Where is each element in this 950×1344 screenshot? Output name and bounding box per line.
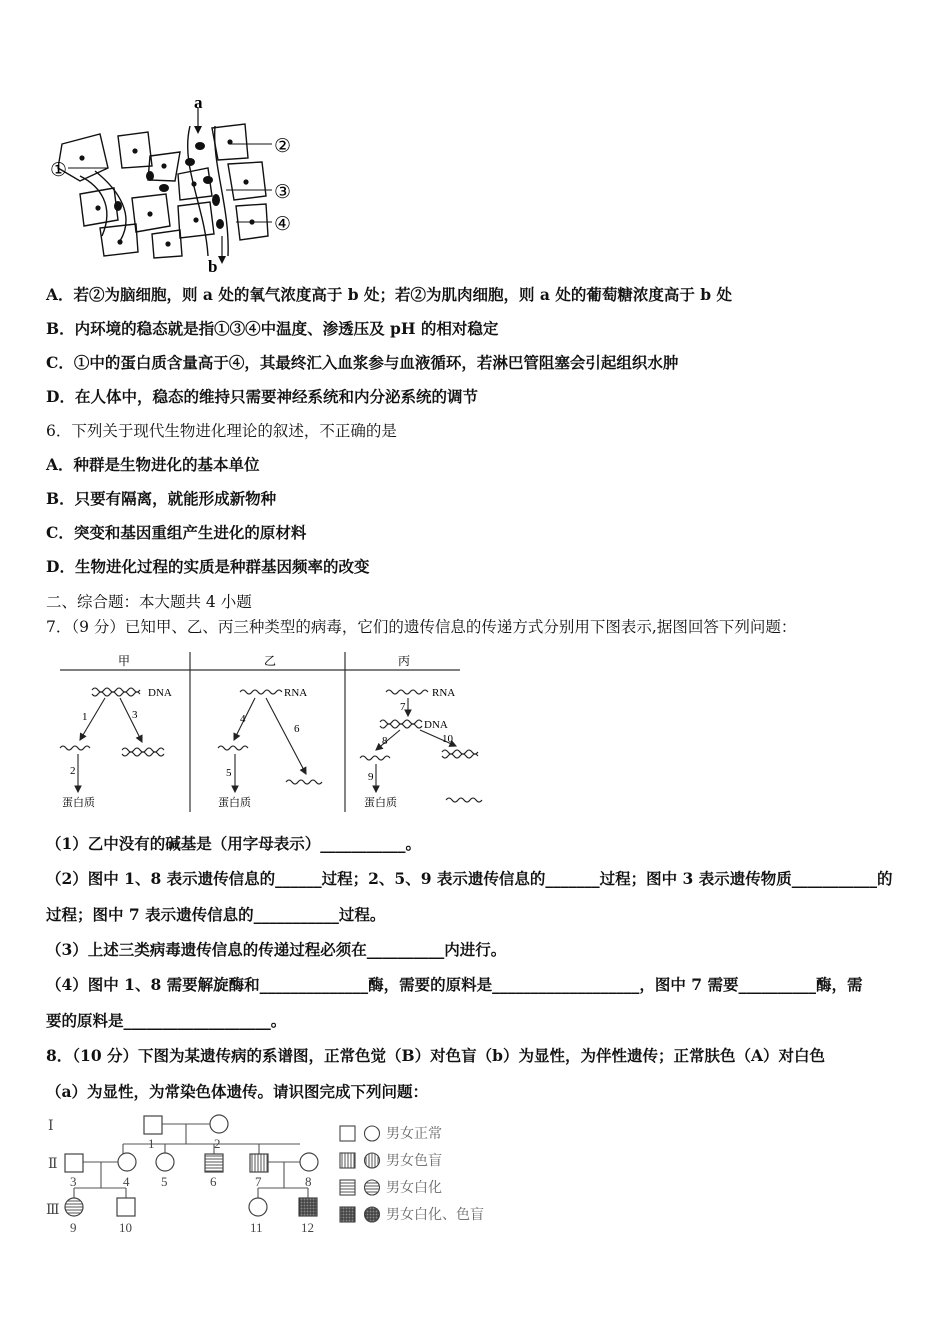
q7-part2: （2）图中 1、8 表示遗传信息的______过程；2、5、9 表示遗传信息的_______过程；图中 3 表示遗传物质___________的	[46, 869, 893, 888]
id-5: 5	[161, 1174, 168, 1189]
label-protein-jia: 蛋白质	[62, 797, 95, 809]
id-10: 10	[119, 1220, 132, 1235]
label-dna-jia: DNA	[148, 687, 172, 699]
step-4: 4	[240, 713, 246, 725]
id-3: 3	[70, 1174, 77, 1189]
step-10: 10	[442, 733, 453, 745]
q6-option-c: C．突变和基因重组产生进化的原材料	[46, 523, 307, 542]
gen-3: Ⅲ	[46, 1203, 60, 1218]
virus-info-flow-diagram	[50, 650, 500, 815]
step-2: 2	[70, 765, 76, 777]
q6-option-b: B．只要有隔离，就能形成新物种	[46, 489, 277, 508]
pedigree-chart	[44, 1110, 504, 1240]
step-8: 8	[382, 735, 388, 747]
id-9: 9	[70, 1220, 77, 1235]
q7-stem: 7．（9 分）已知甲、乙、丙三种类型的病毒，它们的遗传信息的传递方式分别用下图表示,据图回答下列问题：	[46, 618, 797, 636]
tissue-diagram	[40, 96, 310, 276]
q7-part4: （4）图中 1、8 需要解旋酶和______________酶，需要的原料是___________________，图中 7 需要__________酶，需	[46, 975, 863, 994]
legend-albino-colorblind: 男女白化、色盲	[386, 1208, 484, 1223]
label-rna-yi: RNA	[284, 687, 308, 699]
label-protein-bing: 蛋白质	[364, 797, 397, 809]
q6-option-d: D．生物进化过程的实质是种群基因频率的改变	[46, 557, 370, 576]
section-heading: 二、综合题：本大题共 4 小题	[46, 593, 252, 611]
q8-stem: 8．（10 分）下图为某遗传病的系谱图，正常色觉（B）对色盲（b）为显性，为伴性遗传；正常肤色（A）对白色	[46, 1046, 825, 1065]
label-1: ①	[50, 160, 68, 181]
label-4: ④	[274, 214, 292, 235]
step-5: 5	[226, 767, 232, 779]
header-yi: 乙	[264, 654, 277, 668]
id-1: 1	[148, 1136, 155, 1151]
label-3: ③	[274, 182, 292, 203]
legend-albino: 男女白化	[386, 1181, 442, 1196]
q7-part4-cont: 要的原料是___________________。	[46, 1011, 287, 1030]
legend-normal: 男女正常	[386, 1127, 442, 1142]
q5-option-d: D．在人体中，稳态的维持只需要神经系统和内分泌系统的调节	[46, 387, 478, 406]
label-protein-yi: 蛋白质	[218, 797, 251, 809]
step-3: 3	[132, 709, 138, 721]
id-4: 4	[123, 1174, 130, 1189]
label-b: b	[208, 257, 218, 276]
q5-option-a: A．若②为脑细胞，则 a 处的氧气浓度高于 b 处；若②为肌肉细胞，则 a 处的葡萄糖浓度高于 b 处	[46, 285, 732, 304]
q5-option-b: B．内环境的稳态就是指①③④中温度、渗透压及 pH 的相对稳定	[46, 319, 499, 338]
gen-1: Ⅰ	[48, 1119, 54, 1134]
q7-part1: （1）乙中没有的碱基是（用字母表示）___________。	[46, 834, 422, 853]
id-6: 6	[210, 1174, 217, 1189]
q5-option-c: C．①中的蛋白质含量高于④，其最终汇入血浆参与血液循环，若淋巴管阻塞会引起组织水肿	[46, 353, 679, 372]
step-9: 9	[368, 771, 374, 783]
label-a: a	[194, 96, 203, 112]
id-7: 7	[255, 1174, 262, 1189]
label-dna-bing: DNA	[424, 719, 448, 731]
header-jia: 甲	[118, 654, 131, 668]
gen-2: Ⅱ	[48, 1157, 58, 1172]
q7-part3: （3）上述三类病毒遗传信息的传递过程必须在__________内进行。	[46, 940, 507, 959]
legend-colorblind: 男女色盲	[386, 1154, 442, 1169]
q6-stem: 6．下列关于现代生物进化理论的叙述，不正确的是	[46, 422, 397, 440]
step-6: 6	[294, 723, 300, 735]
q8-stem-cont: （a）为显性，为常染色体遗传。请识图完成下列问题：	[46, 1082, 429, 1101]
q6-option-a: A．种群是生物进化的基本单位	[46, 455, 260, 474]
id-11: 11	[250, 1220, 263, 1235]
label-rna-bing: RNA	[432, 687, 456, 699]
header-bing: 丙	[398, 654, 411, 668]
step-1: 1	[82, 711, 88, 723]
id-2: 2	[214, 1136, 221, 1151]
q7-part2-cont: 过程；图中 7 表示遗传信息的___________过程。	[46, 905, 386, 924]
step-7: 7	[400, 701, 406, 713]
label-2: ②	[274, 136, 292, 157]
id-8: 8	[305, 1174, 312, 1189]
id-12: 12	[301, 1220, 314, 1235]
